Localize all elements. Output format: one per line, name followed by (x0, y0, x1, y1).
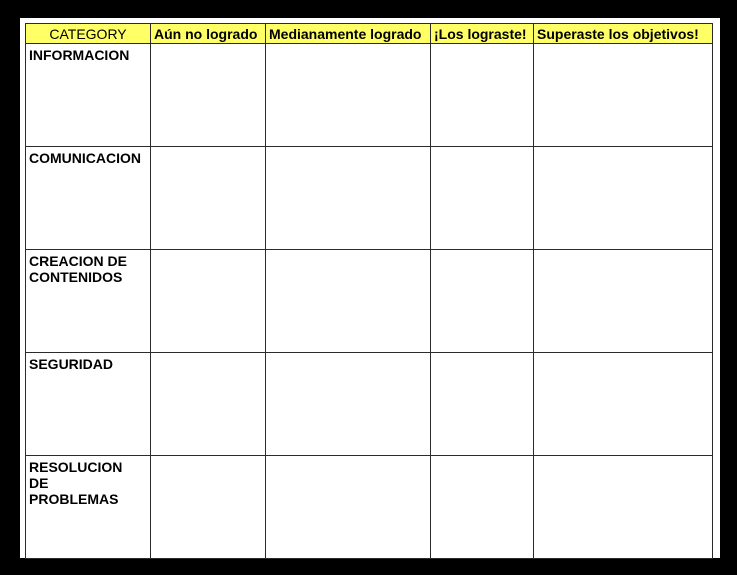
rubric-cell (431, 456, 534, 559)
category-cell (26, 250, 151, 353)
table-row (26, 250, 713, 353)
category-label: SEGURIDAD (29, 356, 114, 372)
rubric-cell (534, 147, 713, 250)
rubric-cell (151, 250, 266, 353)
header-level-achieved: ¡Los lograste! (431, 24, 534, 44)
table-row (26, 44, 713, 147)
rubric-cell (266, 147, 431, 250)
rubric-cell (431, 147, 534, 250)
rubric-cell (266, 353, 431, 456)
header-category: CATEGORY (26, 24, 151, 44)
rubric-cell (534, 250, 713, 353)
category-cell (26, 147, 151, 250)
table-row (26, 147, 713, 250)
rubric-table (25, 23, 713, 559)
table-row (26, 456, 713, 559)
category-label: CREACION DE CONTENIDOS (29, 253, 128, 285)
rubric-cell (431, 44, 534, 147)
header-level-exceeded: Superaste los objetivos! (534, 24, 713, 44)
rubric-cell (431, 353, 534, 456)
rubric-cell (431, 250, 534, 353)
rubric-page (20, 18, 720, 558)
rubric-cell (534, 44, 713, 147)
category-cell (26, 353, 151, 456)
rubric-cell (534, 456, 713, 559)
rubric-cell (151, 353, 266, 456)
rubric-cell (151, 456, 266, 559)
table-row (26, 353, 713, 456)
category-cell (26, 456, 151, 559)
category-label: COMUNICACION (29, 150, 141, 166)
category-label: INFORMACION (29, 47, 130, 63)
header-level-not-achieved: Aún no logrado (151, 24, 266, 44)
header-level-partially-achieved: Medianamente logrado (266, 24, 431, 44)
rubric-cell (534, 353, 713, 456)
header-row (26, 24, 713, 44)
rubric-cell (266, 44, 431, 147)
category-cell (26, 44, 151, 147)
rubric-cell (151, 147, 266, 250)
rubric-cell (266, 250, 431, 353)
category-label: RESOLUCION DE PROBLEMAS (29, 459, 123, 507)
rubric-cell (151, 44, 266, 147)
rubric-cell (266, 456, 431, 559)
